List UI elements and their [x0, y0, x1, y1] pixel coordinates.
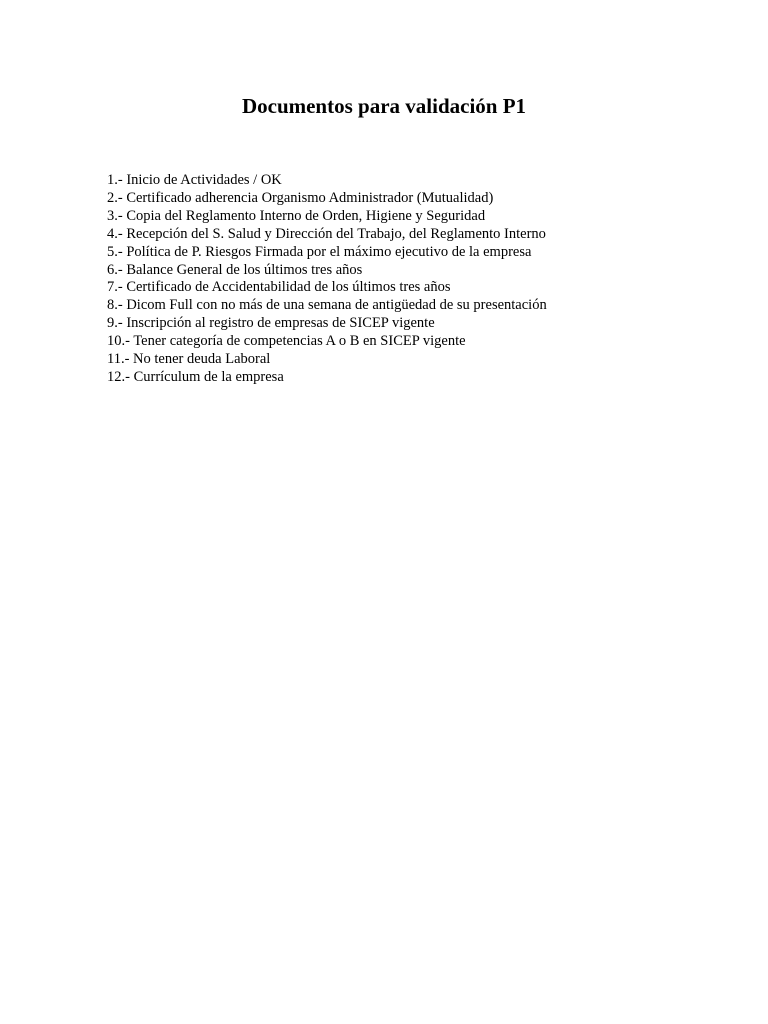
list-item: 6.- Balance General de los últimos tres años — [107, 261, 363, 278]
list-item: 8.- Dicom Full con no más de una semana de antigüedad de su presentación — [107, 297, 547, 314]
list-item: 1.- Inicio de Actividades / OK — [107, 172, 282, 188]
page-title: Documentos para validación P1 — [241, 94, 527, 118]
requirements-list — [107, 172, 547, 387]
list-item: 2.- Certificado adherencia Organismo Administrador (Mutualidad) — [107, 189, 494, 206]
list-item: 11.- No tener deuda Laboral — [107, 351, 271, 368]
list-item: 7.- Certificado de Accidentabilidad de los últimos tres años — [107, 279, 451, 296]
list-item: 5.- Política de P. Riesgos Firmada por el máximo ejecutivo de la empresa — [107, 243, 532, 260]
list-item: 12.- Currículum de la empresa — [107, 368, 284, 385]
list-item: 3.- Copia del Reglamento Interno de Orden, Higiene y Seguridad — [107, 207, 486, 224]
list-item: 4.- Recepción del S. Salud y Dirección del Trabajo, del Reglamento Interno — [107, 225, 546, 242]
list-item: 10.- Tener categoría de competencias A o B en SICEP vigente — [107, 333, 466, 350]
list-item: 9.- Inscripción al registro de empresas de SICEP vigente — [107, 315, 435, 332]
